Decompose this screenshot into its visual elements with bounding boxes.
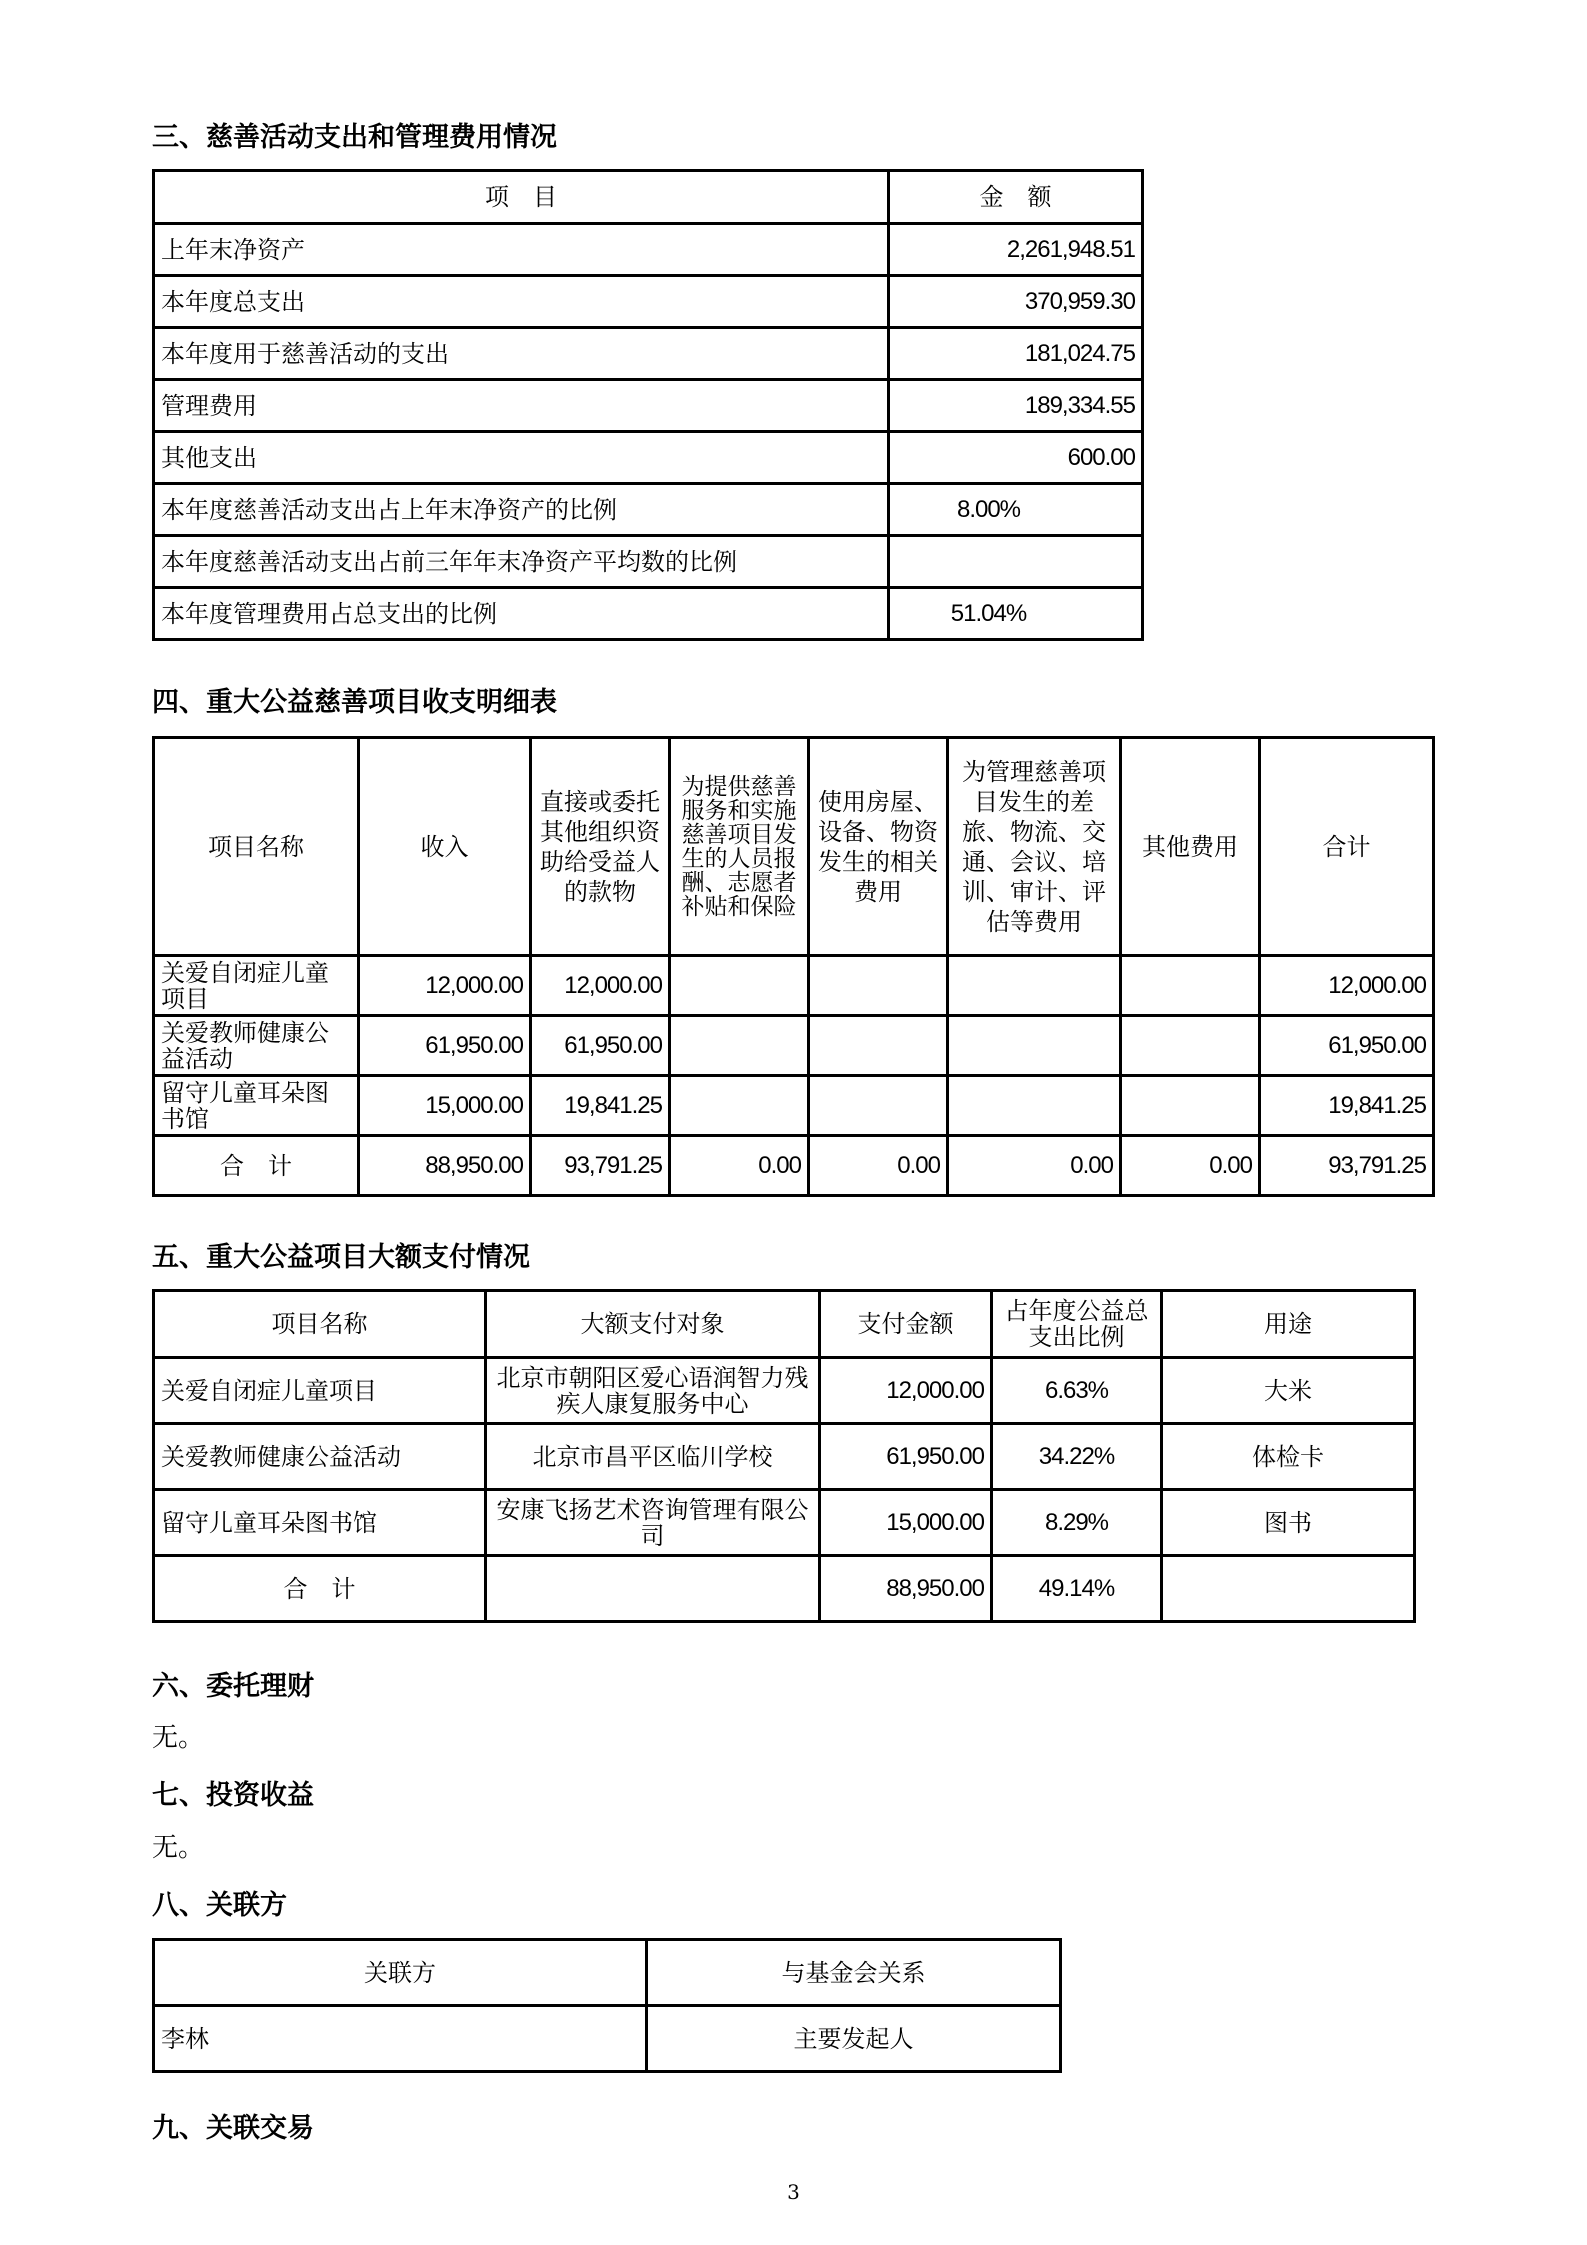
related-party-table	[152, 1938, 1062, 2073]
header-total: 合计	[1260, 738, 1434, 956]
row-value: 8.00%	[889, 484, 1143, 536]
header-project-name: 项目名称	[154, 738, 359, 956]
ratio: 34.22%	[992, 1424, 1162, 1490]
total: 93,791.25	[1260, 1136, 1434, 1196]
expense-summary-table	[152, 169, 1144, 641]
total: 61,950.00	[1260, 1016, 1434, 1076]
mgmt	[948, 1076, 1121, 1136]
income: 61,950.00	[359, 1016, 531, 1076]
project-name: 关爱教师健康公益活动	[154, 1424, 486, 1490]
section-5-title: 五、重大公益项目大额支付情况	[152, 1242, 530, 1273]
property: 0.00	[809, 1136, 948, 1196]
header-payee: 大额支付对象	[486, 1291, 820, 1358]
section-6-text: 无。	[152, 1723, 205, 1753]
table-row	[154, 2006, 1061, 2072]
header-property-costs: 使用房屋、设备、物资发生的相关费用	[809, 738, 948, 956]
row-label: 本年度用于慈善活动的支出	[154, 328, 889, 380]
header-ratio: 占年度公益总支出比例	[992, 1291, 1162, 1358]
section-9-title: 九、关联交易	[152, 2113, 314, 2144]
header-item: 项 目	[154, 171, 889, 224]
row-value: 2,261,948.51	[889, 224, 1143, 276]
staff	[670, 1076, 809, 1136]
row-value: 181,024.75	[889, 328, 1143, 380]
other	[1121, 956, 1260, 1016]
row-label: 本年度管理费用占总支出的比例	[154, 588, 889, 640]
total-row	[154, 1136, 1434, 1196]
row-value: 600.00	[889, 432, 1143, 484]
direct: 19,841.25	[531, 1076, 670, 1136]
payee: 安康飞扬艺术咨询管理有限公司	[486, 1490, 820, 1556]
payee: 北京市昌平区临川学校	[486, 1424, 820, 1490]
ratio: 49.14%	[992, 1556, 1162, 1622]
table-row	[154, 1358, 1415, 1424]
header-relation: 与基金会关系	[647, 1940, 1061, 2006]
use	[1162, 1556, 1415, 1622]
mgmt: 0.00	[948, 1136, 1121, 1196]
project-name: 关爱自闭症儿童项目	[154, 1358, 486, 1424]
other	[1121, 1016, 1260, 1076]
section-3-title: 三、慈善活动支出和管理费用情况	[152, 122, 557, 153]
row-label: 上年末净资产	[154, 224, 889, 276]
table-row	[154, 956, 1434, 1016]
other: 0.00	[1121, 1136, 1260, 1196]
table-row	[154, 1424, 1415, 1490]
ratio: 6.63%	[992, 1358, 1162, 1424]
row-label: 其他支出	[154, 432, 889, 484]
table-row	[154, 1016, 1434, 1076]
income: 12,000.00	[359, 956, 531, 1016]
header-staff-costs: 为提供慈善服务和实施慈善项目发生的人员报酬、志愿者补贴和保险	[670, 738, 809, 956]
section-4-title: 四、重大公益慈善项目收支明细表	[152, 687, 557, 718]
header-amount: 金 额	[889, 171, 1143, 224]
row-label: 本年度慈善活动支出占上年末净资产的比例	[154, 484, 889, 536]
mgmt	[948, 1016, 1121, 1076]
project-detail-table	[152, 736, 1435, 1197]
amount: 88,950.00	[820, 1556, 992, 1622]
row-value: 189,334.55	[889, 380, 1143, 432]
staff: 0.00	[670, 1136, 809, 1196]
table-row	[154, 1490, 1415, 1556]
staff	[670, 956, 809, 1016]
header-management-costs: 为管理慈善项目发生的差旅、物流、交通、会议、培训、审计、评估等费用	[948, 738, 1121, 956]
property	[809, 1076, 948, 1136]
payee: 北京市朝阳区爱心语润智力残疾人康复服务中心	[486, 1358, 820, 1424]
total: 19,841.25	[1260, 1076, 1434, 1136]
use: 图书	[1162, 1490, 1415, 1556]
total-label: 合 计	[154, 1136, 359, 1196]
amount: 15,000.00	[820, 1490, 992, 1556]
other	[1121, 1076, 1260, 1136]
payee	[486, 1556, 820, 1622]
header-direct-grants: 直接或委托其他组织资助给受益人的款物	[531, 738, 670, 956]
table-row	[154, 1076, 1434, 1136]
property	[809, 1016, 948, 1076]
ratio: 8.29%	[992, 1490, 1162, 1556]
header-project-name: 项目名称	[154, 1291, 486, 1358]
party-name: 李林	[154, 2006, 647, 2072]
section-7-text: 无。	[152, 1833, 205, 1863]
row-value	[889, 536, 1143, 588]
project-name: 关爱自闭症儿童项目	[154, 956, 359, 1016]
use: 大米	[1162, 1358, 1415, 1424]
total-label: 合 计	[154, 1556, 486, 1622]
staff	[670, 1016, 809, 1076]
large-payment-table	[152, 1289, 1416, 1623]
project-name: 留守儿童耳朵图书馆	[154, 1076, 359, 1136]
row-label: 本年度总支出	[154, 276, 889, 328]
header-use: 用途	[1162, 1291, 1415, 1358]
income: 88,950.00	[359, 1136, 531, 1196]
row-value: 51.04%	[889, 588, 1143, 640]
section-8-title: 八、关联方	[152, 1890, 287, 1921]
property	[809, 956, 948, 1016]
use: 体检卡	[1162, 1424, 1415, 1490]
row-label: 管理费用	[154, 380, 889, 432]
row-value: 370,959.30	[889, 276, 1143, 328]
mgmt	[948, 956, 1121, 1016]
project-name: 留守儿童耳朵图书馆	[154, 1490, 486, 1556]
page-number: 3	[787, 2180, 800, 2204]
row-label: 本年度慈善活动支出占前三年年末净资产平均数的比例	[154, 536, 889, 588]
header-other-costs: 其他费用	[1121, 738, 1260, 956]
total: 12,000.00	[1260, 956, 1434, 1016]
project-name: 关爱教师健康公益活动	[154, 1016, 359, 1076]
header-income: 收入	[359, 738, 531, 956]
direct: 12,000.00	[531, 956, 670, 1016]
income: 15,000.00	[359, 1076, 531, 1136]
total-row	[154, 1556, 1415, 1622]
party-relation: 主要发起人	[647, 2006, 1061, 2072]
direct: 61,950.00	[531, 1016, 670, 1076]
header-amount: 支付金额	[820, 1291, 992, 1358]
section-7-title: 七、投资收益	[152, 1780, 314, 1811]
amount: 61,950.00	[820, 1424, 992, 1490]
section-6-title: 六、委托理财	[152, 1671, 314, 1702]
header-party: 关联方	[154, 1940, 647, 2006]
amount: 12,000.00	[820, 1358, 992, 1424]
direct: 93,791.25	[531, 1136, 670, 1196]
